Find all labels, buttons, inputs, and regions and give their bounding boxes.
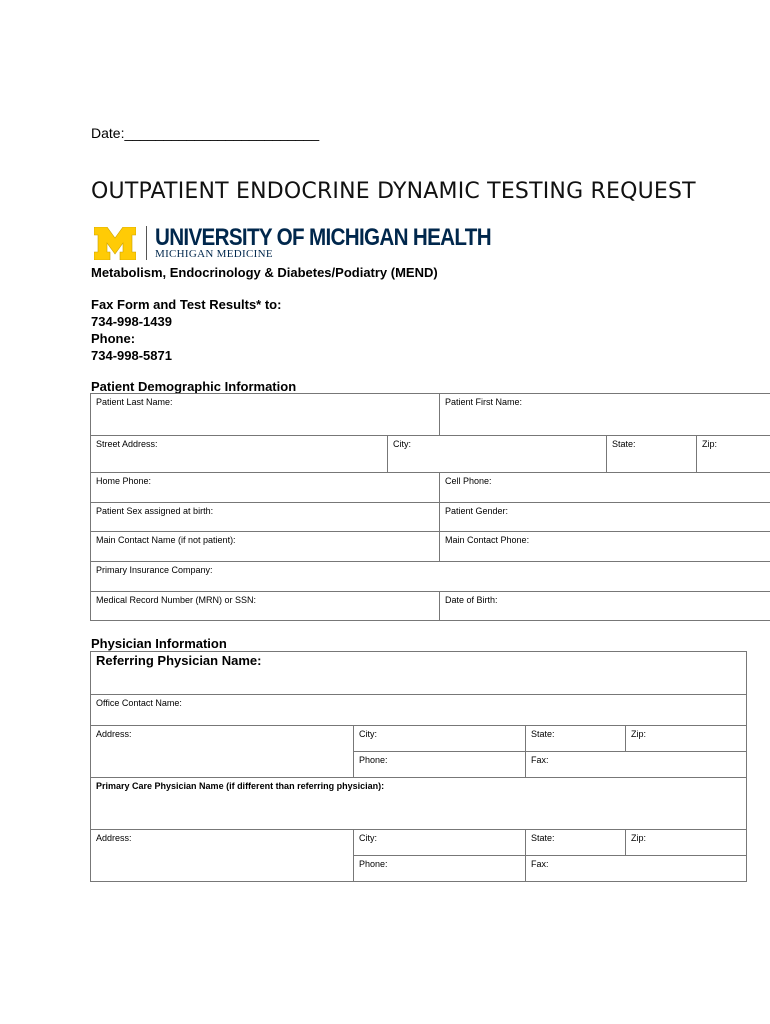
patient-demographic-table (90, 393, 770, 621)
patient-last-name-field[interactable] (91, 394, 440, 436)
department-name: Metabolism, Endocrinology & Diabetes/Podiatry (MEND) (91, 265, 438, 280)
date-of-birth-label: Date of Birth: (445, 595, 498, 605)
referring-physician-field[interactable] (91, 652, 747, 695)
date-field[interactable]: Date:_________________________ (91, 125, 320, 141)
page-title: OUTPATIENT ENDOCRINE DYNAMIC TESTING REQUEST (91, 179, 696, 204)
main-contact-phone-label: Main Contact Phone: (445, 535, 530, 545)
logo-divider (146, 226, 147, 260)
street-address-label: Street Address: (96, 439, 158, 449)
patient-section-title: Patient Demographic Information (91, 379, 297, 394)
pcp-zip-field[interactable] (626, 830, 747, 856)
cell-phone-label: Cell Phone: (445, 476, 492, 486)
logo-wordmark: UNIVERSITY OF MICHIGAN HEALTH (155, 224, 491, 251)
pcp-address-label: Address: (96, 833, 132, 843)
patient-gender-label: Patient Gender: (445, 506, 509, 516)
pcp-phone-label: Phone: (359, 859, 388, 869)
referring-fax-label: Fax: (531, 755, 549, 765)
patient-sex-label: Patient Sex assigned at birth: (96, 506, 214, 516)
pcp-fax-label: Fax: (531, 859, 549, 869)
referring-phone-label: Phone: (359, 755, 388, 765)
referring-state-label: State: (531, 729, 555, 739)
referring-address-field[interactable] (91, 726, 354, 778)
pcp-state-field[interactable] (526, 830, 626, 856)
main-contact-name-label: Main Contact Name (if not patient): (96, 535, 236, 545)
home-phone-field[interactable] (91, 473, 440, 503)
pcp-city-field[interactable] (354, 830, 526, 856)
street-address-field[interactable] (91, 436, 388, 473)
pcp-phone-field[interactable] (354, 856, 526, 882)
phone-number: 734-998-5871 (91, 348, 172, 363)
main-contact-name-field[interactable] (91, 532, 440, 562)
contact-block (91, 296, 281, 364)
patient-last-name-label: Patient Last Name: (96, 397, 173, 407)
referring-city-field[interactable] (354, 726, 526, 752)
referring-state-field[interactable] (526, 726, 626, 752)
fax-number: 734-998-1439 (91, 314, 172, 329)
referring-phone-field[interactable] (354, 752, 526, 778)
state-label: State: (612, 439, 636, 449)
referring-zip-label: Zip: (631, 729, 647, 739)
university-logo (91, 224, 491, 264)
physician-section-title: Physician Information (91, 636, 227, 651)
patient-sex-field[interactable] (91, 503, 440, 532)
pcp-state-label: State: (531, 833, 555, 843)
city-field[interactable] (388, 436, 607, 473)
pcp-name-label: Primary Care Physician Name (if different than referring physician): (96, 781, 385, 791)
mrn-label: Medical Record Number (MRN) or SSN: (96, 595, 257, 605)
referring-zip-field[interactable] (626, 726, 747, 752)
pcp-zip-label: Zip: (631, 833, 647, 843)
office-contact-label: Office Contact Name: (96, 698, 182, 708)
pcp-fax-field[interactable] (526, 856, 747, 882)
logo-subtitle: MICHIGAN MEDICINE (155, 248, 273, 260)
fax-label: Fax Form and Test Results* to: (91, 297, 282, 312)
mrn-field[interactable] (91, 592, 440, 621)
office-contact-field[interactable] (91, 695, 747, 726)
referring-address-label: Address: (96, 729, 132, 739)
insurance-label: Primary Insurance Company: (96, 565, 213, 575)
patient-first-name-label: Patient First Name: (445, 397, 523, 407)
insurance-field[interactable] (91, 562, 770, 592)
main-contact-phone-field[interactable] (440, 532, 770, 562)
zip-field[interactable] (697, 436, 770, 473)
block-m-logo-icon (94, 227, 136, 260)
city-label: City: (393, 439, 411, 449)
phone-label: Phone: (91, 331, 136, 346)
date-of-birth-field[interactable] (440, 592, 770, 621)
patient-first-name-field[interactable] (440, 394, 770, 436)
patient-gender-field[interactable] (440, 503, 770, 532)
state-field[interactable] (607, 436, 697, 473)
referring-fax-field[interactable] (526, 752, 747, 778)
zip-label: Zip: (702, 439, 718, 449)
referring-city-label: City: (359, 729, 377, 739)
home-phone-label: Home Phone: (96, 476, 152, 486)
pcp-address-field[interactable] (91, 830, 354, 882)
pcp-name-field[interactable] (91, 778, 747, 830)
physician-info-table (90, 651, 747, 882)
pcp-city-label: City: (359, 833, 377, 843)
referring-physician-label: Referring Physician Name: (96, 653, 262, 668)
cell-phone-field[interactable] (440, 473, 770, 503)
